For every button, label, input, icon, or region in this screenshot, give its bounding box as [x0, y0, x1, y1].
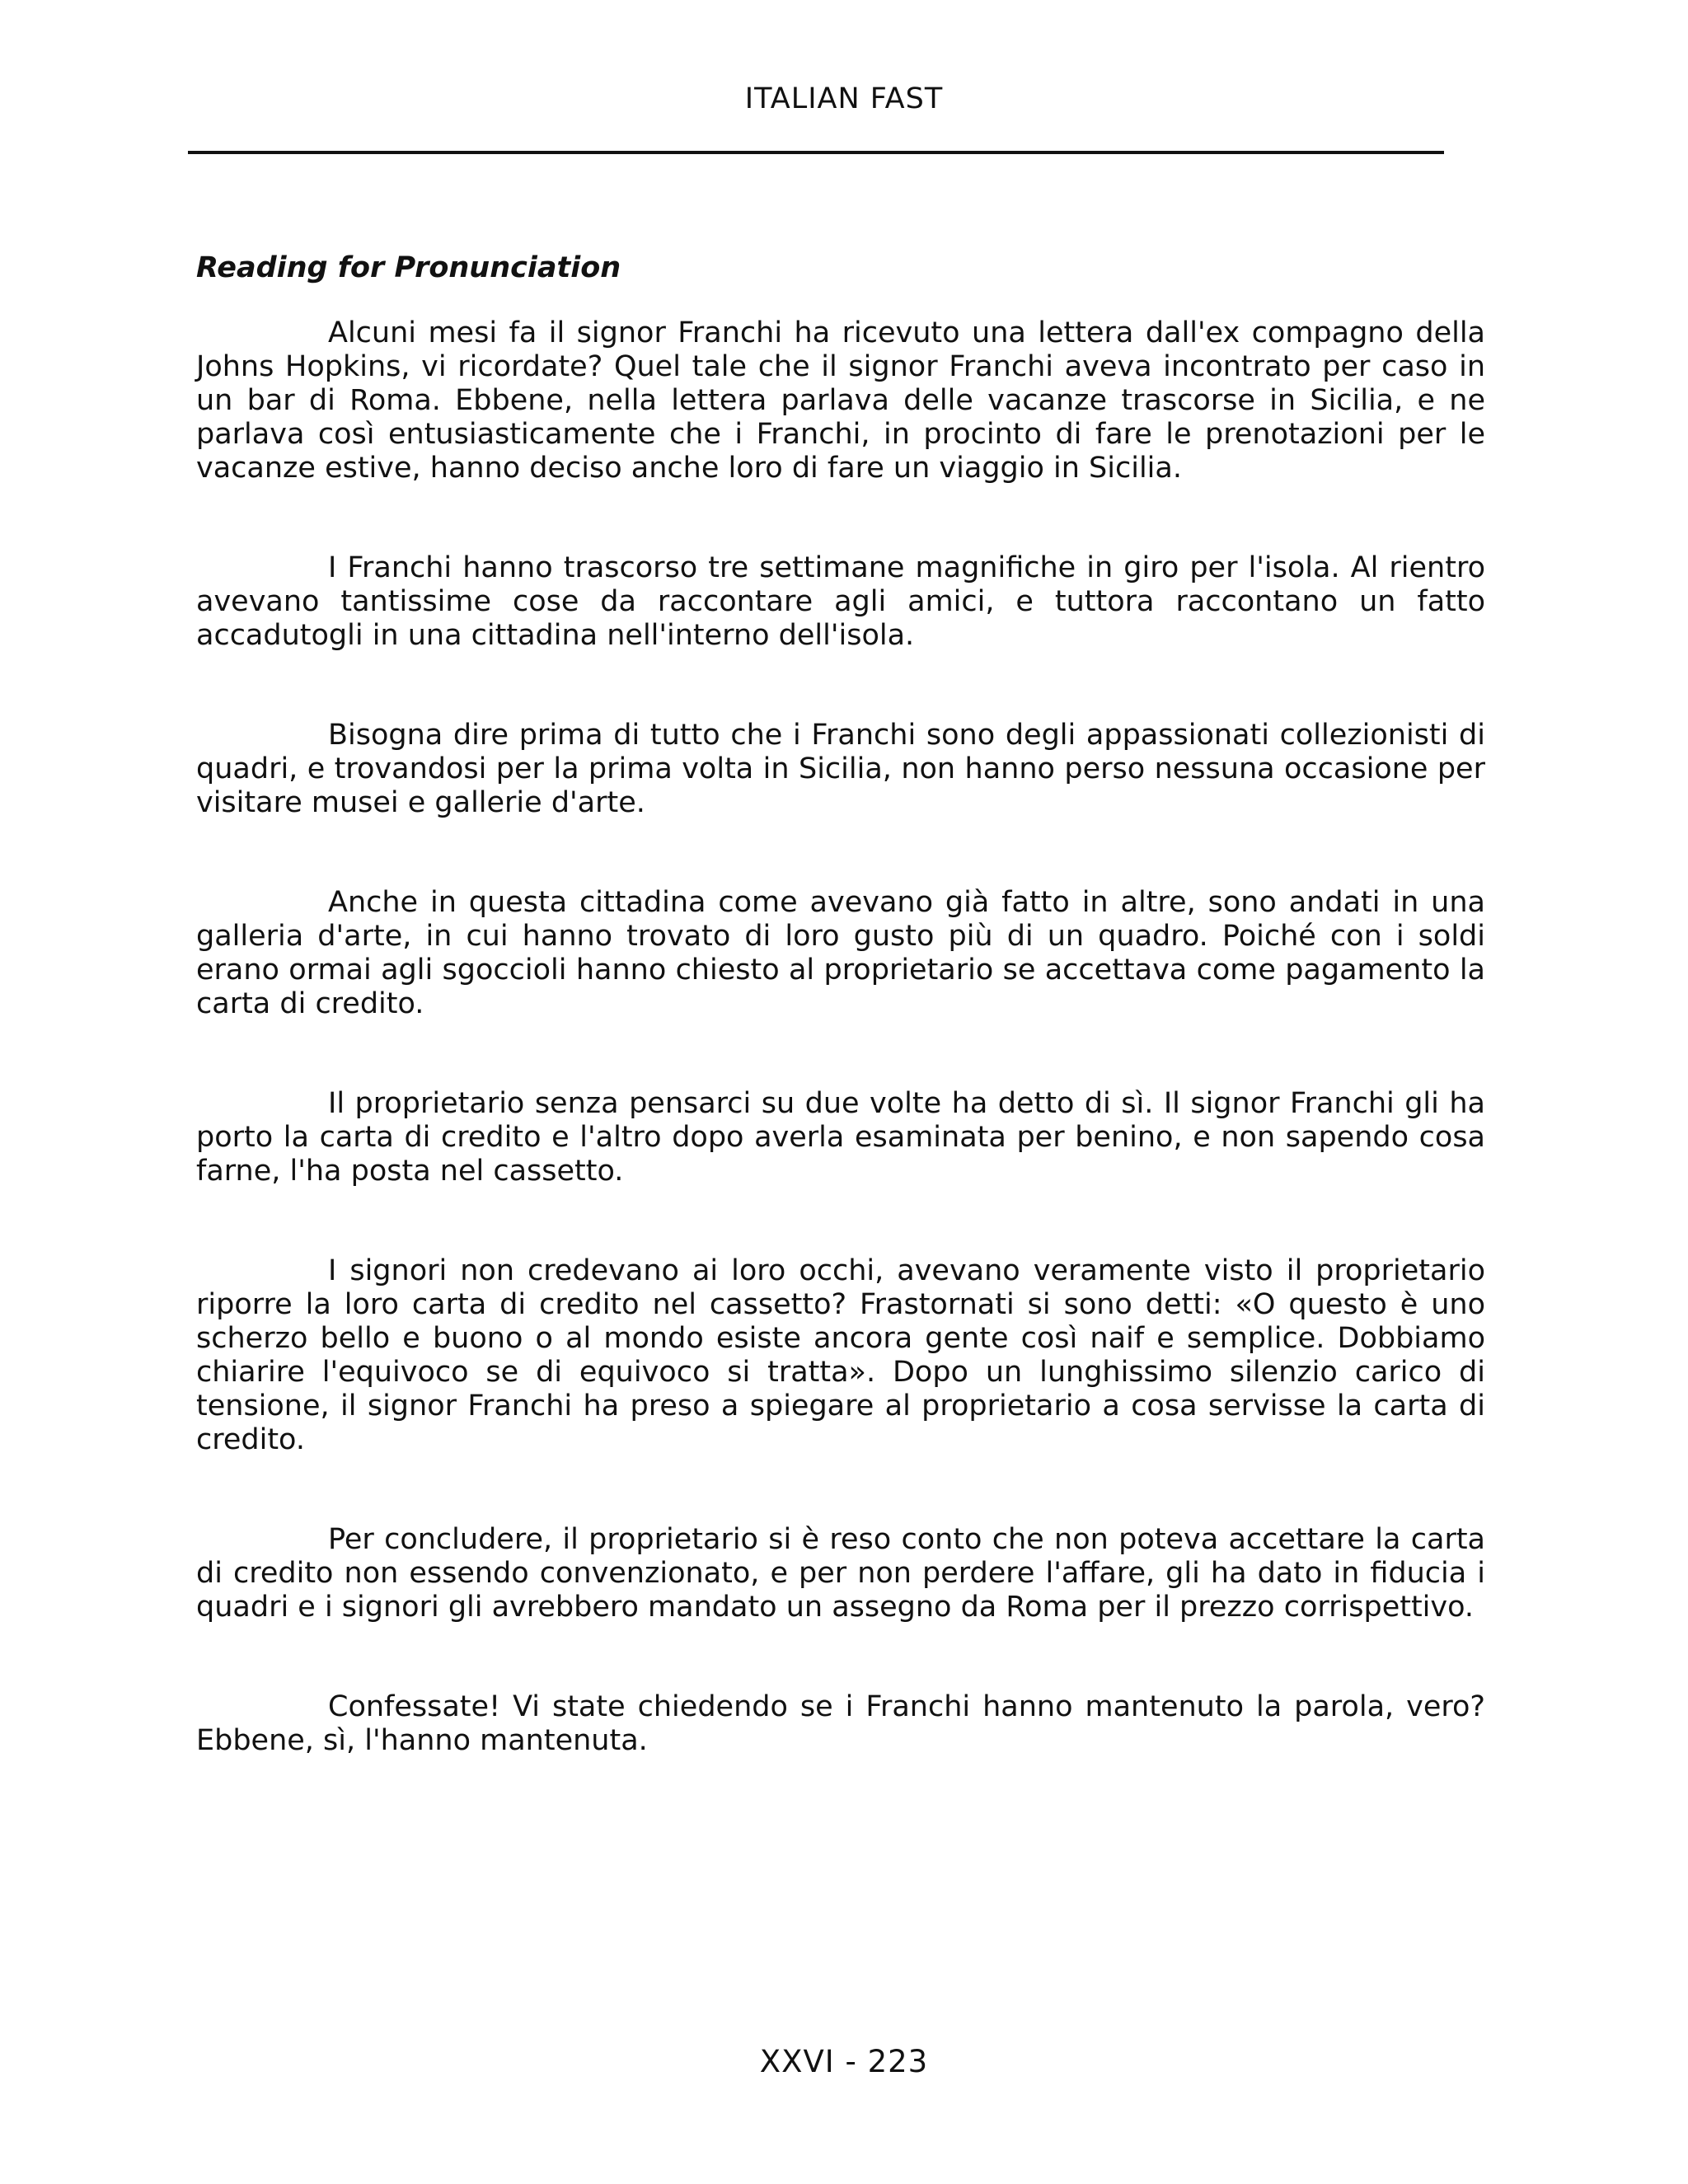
- paragraph-8: Confessate! Vi state chiedendo se i Franchi hanno mantenuto la parola, vero? Ebbene, sì, l'hanno mantenuta.: [196, 1690, 1485, 1757]
- header-rule: [188, 151, 1444, 154]
- page-number: XXVI - 223: [759, 2044, 929, 2079]
- running-header: ITALIAN FAST: [744, 82, 944, 115]
- paragraph-6: I signori non credevano ai loro occhi, avevano veramente visto il proprietario riporre la loro carta di credito nel cassetto? Frastornati si sono detti: «O questo è uno scherzo bello e buono o al mondo esiste ancora gente così naif e semplice. Dobbiamo chiarire l'equivoco se di equivoco si tratta». Dopo un lunghissimo silenzio carico di tensione, il signor Franchi ha preso a spiegare al proprietario a cosa servisse la carta di credito.: [196, 1254, 1485, 1456]
- reading-passage: [196, 316, 1485, 1824]
- paragraph-5: Il proprietario senza pensarci su due volte ha detto di sì. Il signor Franchi gli ha porto la carta di credito e l'altro dopo averla esaminata per benino, e non sapendo cosa farne, l'ha posta nel cassetto.: [196, 1087, 1485, 1188]
- paragraph-2: I Franchi hanno trascorso tre settimane magnifiche in giro per l'isola. Al rientro avevano tantissime cose da raccontare agli amici, e tuttora raccontano un fatto accadutogli in una cittadina nell'interno dell'isola.: [196, 551, 1485, 652]
- section-title: Reading for Pronunciation: [196, 251, 621, 284]
- paragraph-7: Per concludere, il proprietario si è reso conto che non poteva accettare la carta di credito non essendo convenzionato, e per non perdere l'affare, gli ha dato in fiducia i quadri e i signori gli avrebbero mandato un assegno da Roma per il prezzo corrispettivo.: [196, 1523, 1485, 1624]
- paragraph-3: Bisogna dire prima di tutto che i Franchi sono degli appassionati collezionisti di quadri, e trovandosi per la prima volta in Sicilia, non hanno perso nessuna occasione per visitare musei e gallerie d'arte.: [196, 719, 1485, 819]
- paragraph-4: Anche in questa cittadina come avevano già fatto in altre, sono andati in una galleria d'arte, in cui hanno trovato di loro gusto più di un quadro. Poiché con i soldi erano ormai agli sgoccioli hanno chiesto al proprietario se accettava come pagamento la carta di credito.: [196, 886, 1485, 1020]
- paragraph-1: Alcuni mesi fa il signor Franchi ha ricevuto una lettera dall'ex compagno della Johns Hopkins, vi ricordate? Quel tale che il signor Franchi aveva incontrato per caso in un bar di Roma. Ebbene, nella lettera parlava delle vacanze trascorse in Sicilia, e ne parlava così entusiasticamente che i Franchi, in procinto di fare le prenotazioni per le vacanze estive, hanno deciso anche loro di fare un viaggio in Sicilia.: [196, 316, 1485, 485]
